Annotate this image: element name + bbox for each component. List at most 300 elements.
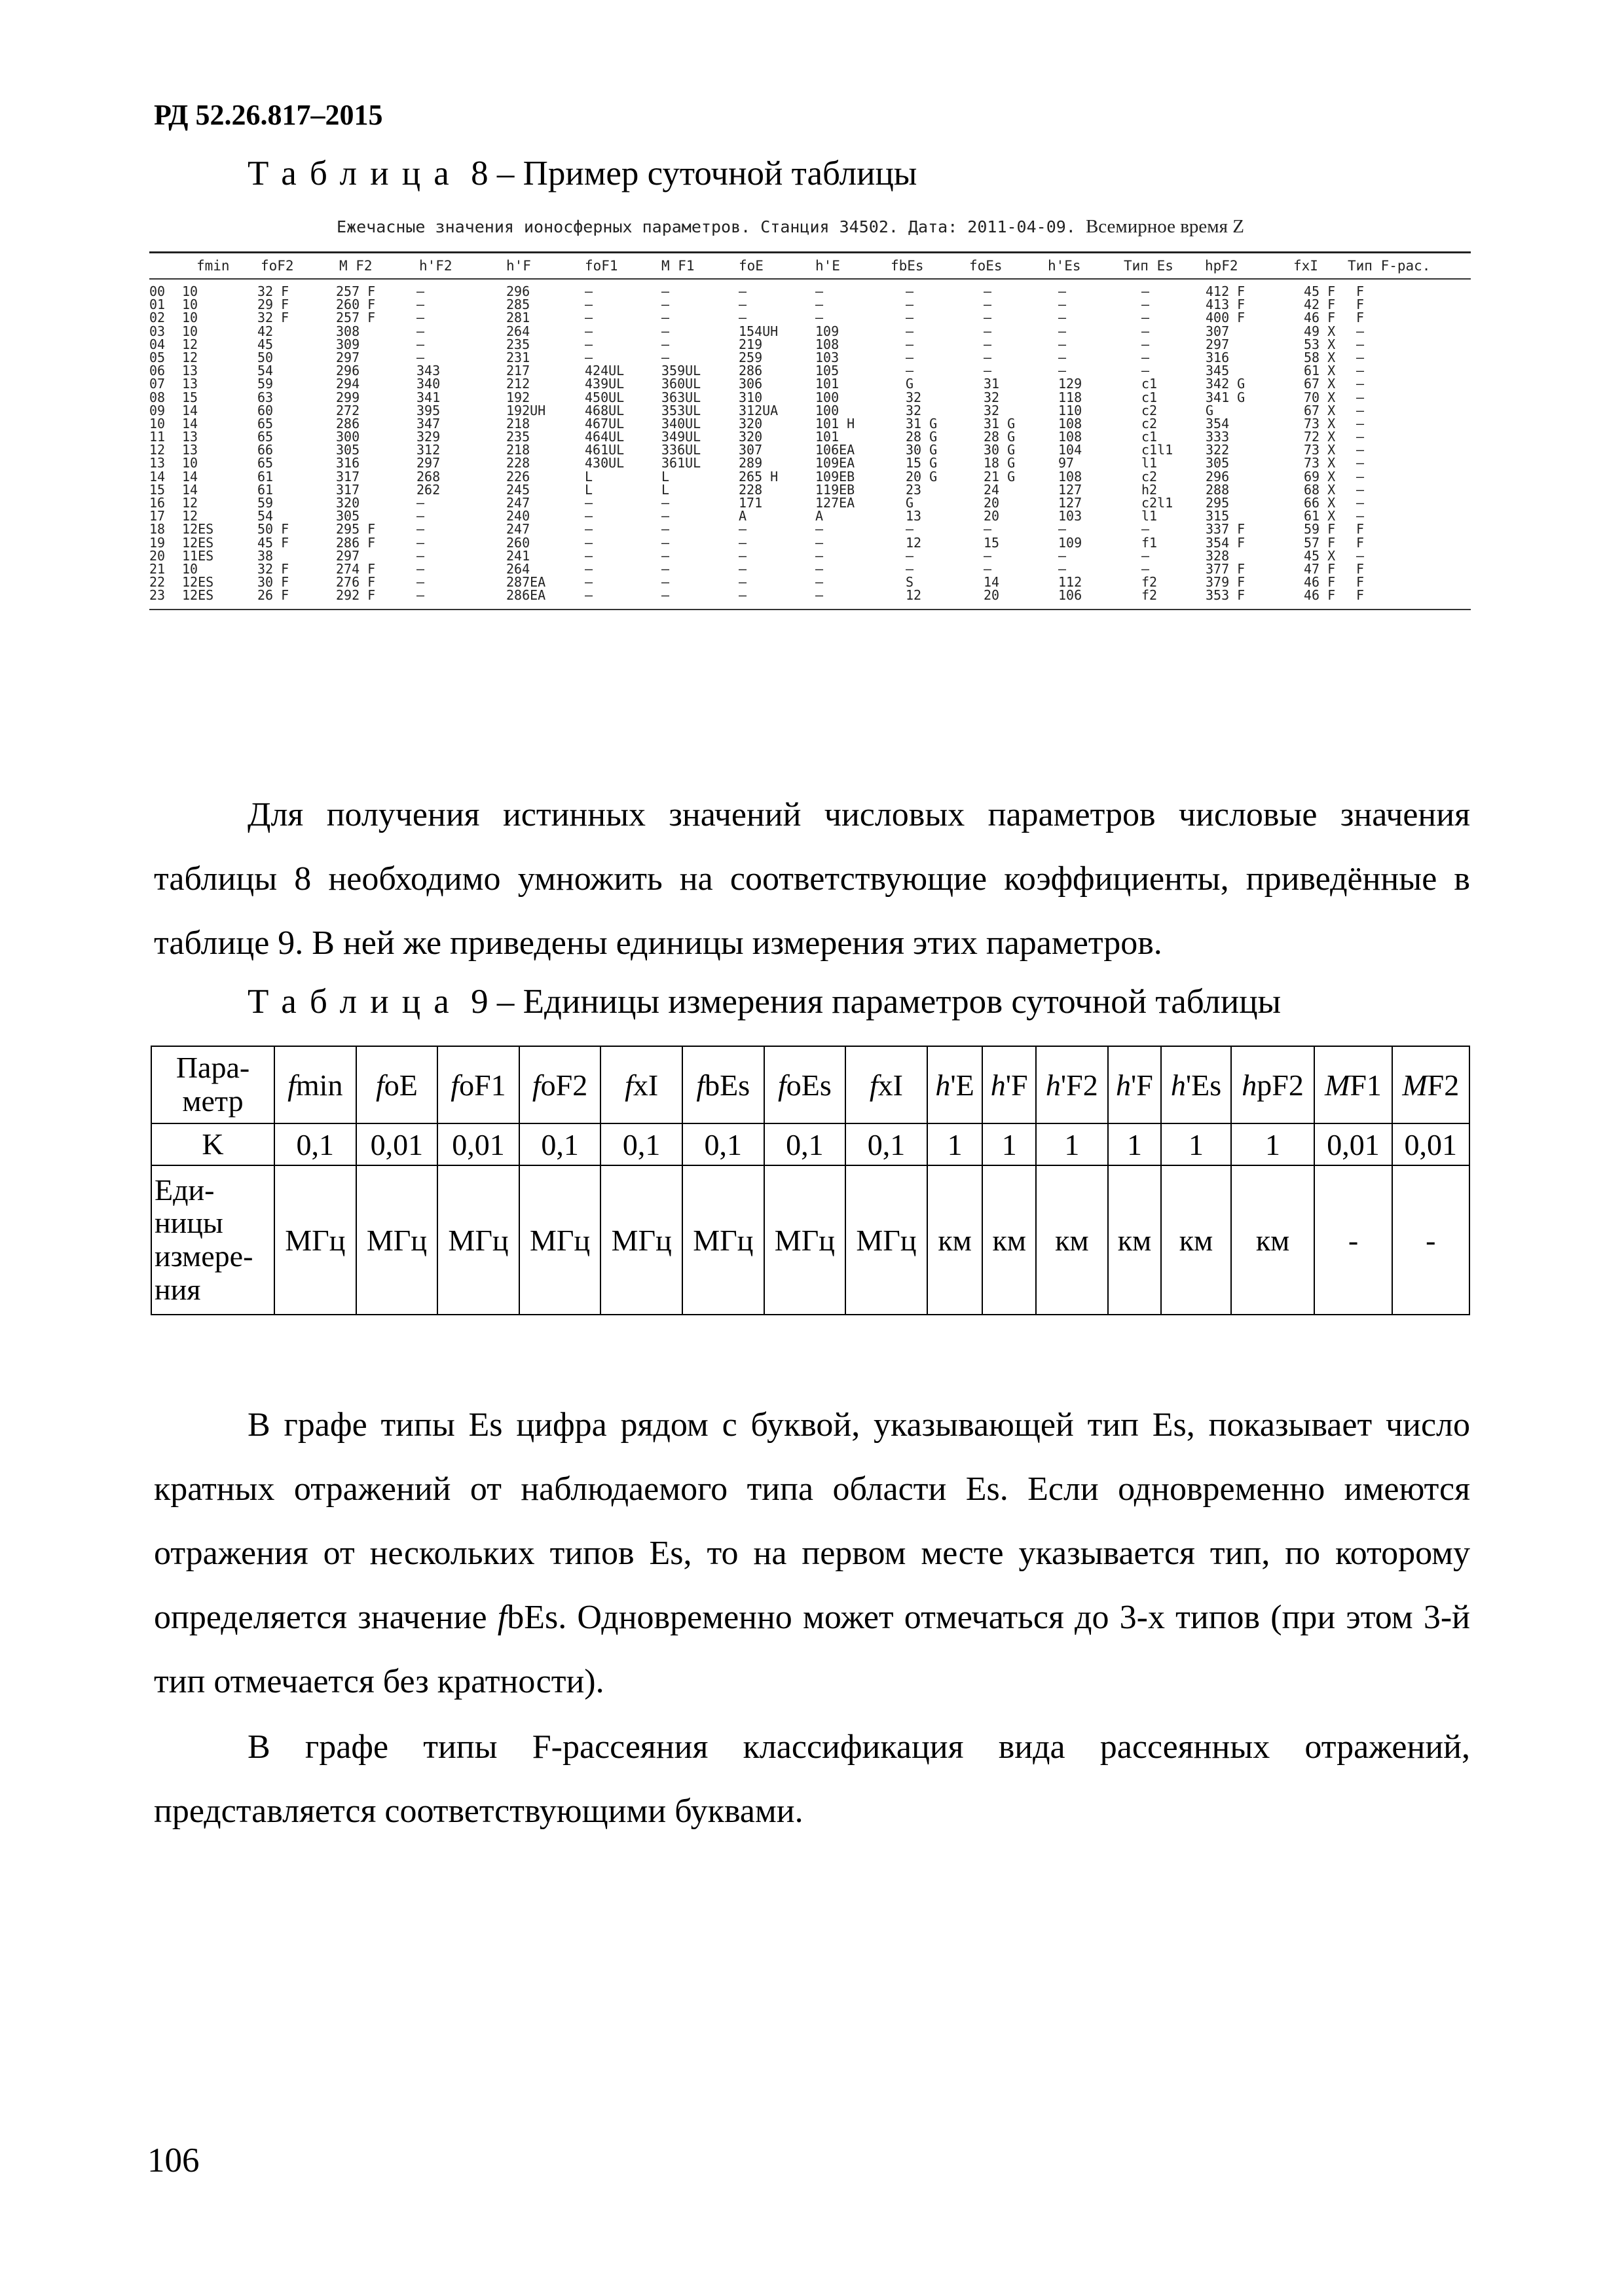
table8-cell: 257 F xyxy=(336,310,376,326)
table8-hour-cell: 12 xyxy=(149,442,166,458)
table8-cell: – xyxy=(1356,495,1365,511)
table9-unit-cell: - xyxy=(1392,1165,1469,1315)
table8-cell: 359UL xyxy=(661,363,701,379)
table8-cell: 10 xyxy=(182,455,198,471)
table9-param-suffix: bEs xyxy=(705,1068,750,1102)
table8-hour-cell: 04 xyxy=(149,336,166,352)
table8-hour-cell: 23 xyxy=(149,587,166,604)
table8-cell: 32 F xyxy=(257,283,289,299)
table9-param-suffix: oF1 xyxy=(459,1068,506,1102)
table8-cell: – xyxy=(1356,429,1365,445)
table8-cell: 103 xyxy=(815,349,840,365)
table9 xyxy=(151,1046,1470,1315)
table8-cell: L xyxy=(585,481,593,498)
table8-cell: 26 F xyxy=(257,587,289,604)
table8-title-prefix: Ежечасные значения ионосферных параметров. Станция 34502. Дата: 2011-04-09. xyxy=(337,217,1076,236)
table9-unit-cell: км xyxy=(1161,1165,1231,1315)
table8-cell: 461UL xyxy=(585,442,625,458)
table8-cell: 347 xyxy=(416,415,441,431)
table8-row xyxy=(149,285,1471,298)
table9-param-header xyxy=(1161,1046,1231,1123)
table8-row xyxy=(149,496,1471,509)
table8-cell: – xyxy=(815,310,824,326)
table8-cell: 310 xyxy=(739,389,763,405)
table8-cell: – xyxy=(661,534,670,551)
table8-cell: – xyxy=(1141,283,1150,299)
table9-param-prefix: f xyxy=(625,1068,633,1102)
table9-param-prefix: f xyxy=(287,1068,296,1102)
table8-cell: 54 xyxy=(257,508,274,524)
table8-cell: 100 xyxy=(815,402,840,418)
table8-cell: – xyxy=(906,547,914,564)
table8-cell: 286EA xyxy=(506,587,546,604)
table8-cell: F xyxy=(1356,283,1365,299)
table9-unit-cell: км xyxy=(982,1165,1036,1315)
table8-row xyxy=(149,417,1471,430)
table8-cell: 289 xyxy=(739,455,763,471)
table8-row xyxy=(149,391,1471,404)
table8-cell: 274 F xyxy=(336,560,376,577)
table8-cell: – xyxy=(1141,521,1150,538)
table8-cell: – xyxy=(984,349,992,365)
table9-param-header xyxy=(437,1046,519,1123)
table8-cell: 10 xyxy=(182,323,198,339)
table8-cell: 308 xyxy=(336,323,360,339)
table8-cell: F xyxy=(1356,534,1365,551)
table9-k-cell: 0,01 xyxy=(437,1123,519,1165)
table9-k-cell: 0,1 xyxy=(682,1123,764,1165)
table8-cell: – xyxy=(585,336,593,352)
table8-cell: 58 X xyxy=(1304,349,1336,365)
table8-cell: 292 F xyxy=(336,587,376,604)
table8-row xyxy=(149,404,1471,417)
table8-cell: – xyxy=(739,587,747,604)
table8-cell: 108 xyxy=(815,336,840,352)
table8-cell: – xyxy=(661,323,670,339)
table9-param-header xyxy=(845,1046,927,1123)
table8-cell: – xyxy=(416,534,425,551)
table8-cell: – xyxy=(416,283,425,299)
table9-param-prefix: h xyxy=(1045,1068,1061,1102)
table9-unit-cell: МГц xyxy=(356,1165,438,1315)
table8-cell: 104 xyxy=(1058,442,1082,458)
table8-cell: 12 xyxy=(182,349,198,365)
table8-cell: f2 xyxy=(1141,574,1158,591)
table8-row xyxy=(149,562,1471,575)
table8-cell: 32 xyxy=(906,402,922,418)
table8-row xyxy=(149,351,1471,364)
table8-cell: 272 xyxy=(336,402,360,418)
table8-cell: 108 xyxy=(1058,468,1082,484)
table8-cell: 245 xyxy=(506,481,530,498)
table9-caption-word: Таблица xyxy=(248,983,462,1021)
table8-cell: F xyxy=(1356,560,1365,577)
table8-cell: 286 F xyxy=(336,534,376,551)
table8-cell: – xyxy=(1356,376,1365,392)
table8-cell: – xyxy=(661,560,670,577)
table8-cell: 50 xyxy=(257,349,274,365)
table8-cell: – xyxy=(984,336,992,352)
table8-cell: 240 xyxy=(506,508,530,524)
table8-cell: 341 xyxy=(416,389,441,405)
table8-cell: 288 xyxy=(1206,481,1230,498)
page-number: 106 xyxy=(147,2141,200,2179)
table8-cell: 14 xyxy=(984,574,1000,591)
table8-cell: 212 xyxy=(506,376,530,392)
table8-row xyxy=(149,509,1471,522)
document-code: РД 52.26.817–2015 xyxy=(154,99,383,131)
table8-cell: 12 xyxy=(182,495,198,511)
table8-cell: 320 xyxy=(739,415,763,431)
table8-cell: 72 X xyxy=(1304,429,1336,445)
table8-cell: – xyxy=(585,587,593,604)
table9-param-suffix: F2 xyxy=(1427,1068,1460,1102)
table8-cell: – xyxy=(1058,521,1067,538)
table8-cell: – xyxy=(1141,560,1150,577)
table8-cell: 247 xyxy=(506,495,530,511)
table8-header-row xyxy=(149,253,1471,278)
table8-cell: 354 xyxy=(1206,415,1230,431)
table8-bottom-rule xyxy=(149,609,1471,610)
table8-cell: 46 F xyxy=(1304,587,1336,604)
table9-param-suffix: xI xyxy=(633,1068,659,1102)
table8-cell: 70 X xyxy=(1304,389,1336,405)
table8-col-header: Тип F-рас. xyxy=(1348,258,1431,274)
table8-cell: 309 xyxy=(336,336,360,352)
table8-cell: 47 F xyxy=(1304,560,1336,577)
table8-cell: 450UL xyxy=(585,389,625,405)
table8-cell: – xyxy=(739,534,747,551)
table8-cell: 30 G xyxy=(984,442,1016,458)
table8-cell: l1 xyxy=(1141,508,1158,524)
table8-col-header: M F2 xyxy=(339,258,373,274)
table8-row xyxy=(149,456,1471,469)
table8-title xyxy=(110,216,1471,247)
table9-param-header xyxy=(519,1046,601,1123)
table9-param-prefix: h xyxy=(1116,1068,1132,1102)
table8-cell: 15 xyxy=(984,534,1000,551)
table8-cell: 467UL xyxy=(585,415,625,431)
table8-row xyxy=(149,430,1471,443)
table8-cell: – xyxy=(984,297,992,313)
table8-col-header: M F1 xyxy=(661,258,695,274)
table8-cell: S xyxy=(906,574,914,591)
table8-cell: 353 F xyxy=(1206,587,1246,604)
table8-cell: 286 xyxy=(336,415,360,431)
table8-cell: 106 xyxy=(1058,587,1082,604)
table8-cell: 342 G xyxy=(1206,376,1246,392)
paragraph-3: В графе типы F-рассеяния классификация вида рассеянных отражений, представляется соответствующими буквами. xyxy=(154,1728,1470,1830)
table8-cell: 109 xyxy=(815,323,840,339)
table8-cell: 322 xyxy=(1206,442,1230,458)
table8-row xyxy=(149,377,1471,390)
table8-cell: 299 xyxy=(336,389,360,405)
table8-cell: c1 xyxy=(1141,376,1158,392)
table8-cell: 296 xyxy=(506,283,530,299)
table8-cell: 317 xyxy=(336,481,360,498)
table8-cell: 13 xyxy=(906,508,922,524)
table8-hour-cell: 01 xyxy=(149,297,166,313)
table8-cell: – xyxy=(984,521,992,538)
table8-cell: 127EA xyxy=(815,495,855,511)
table8-cell: 65 xyxy=(257,455,274,471)
table8-cell: 73 X xyxy=(1304,415,1336,431)
table9-unit-cell: км xyxy=(927,1165,983,1315)
table8-cell: – xyxy=(984,547,992,564)
table8-hour-cell: 21 xyxy=(149,560,166,577)
table9-param-header xyxy=(764,1046,846,1123)
table8-cell: 307 xyxy=(1206,323,1230,339)
table8-cell: 264 xyxy=(506,323,530,339)
table8-cell: 217 xyxy=(506,363,530,379)
table8-cell: 14 xyxy=(182,402,198,418)
table9-param-prefix: h xyxy=(1170,1068,1186,1102)
table9-unit-cell: км xyxy=(1036,1165,1108,1315)
table9-caption xyxy=(248,982,1281,1021)
table8-cell: 13 xyxy=(182,442,198,458)
table8-cell: 264 xyxy=(506,560,530,577)
table8-cell: 296 xyxy=(336,363,360,379)
table8-hour-cell: 02 xyxy=(149,310,166,326)
table8-cell: – xyxy=(416,560,425,577)
table8-row xyxy=(149,536,1471,549)
table9-param-header xyxy=(600,1046,682,1123)
table8-cell: 12ES xyxy=(182,574,214,591)
table8-cell: 13 xyxy=(182,429,198,445)
table8-cell: 30 G xyxy=(906,442,938,458)
table9-unit-cell: МГц xyxy=(437,1165,519,1315)
table8-cell: – xyxy=(585,310,593,326)
table8-cell: 412 F xyxy=(1206,283,1246,299)
table8-cell: 21 G xyxy=(984,468,1016,484)
table9-k-cell: 0,1 xyxy=(845,1123,927,1165)
table8-cell: – xyxy=(1356,481,1365,498)
table8-cell: F xyxy=(1356,297,1365,313)
table8-cell: – xyxy=(416,297,425,313)
table8-cell: – xyxy=(815,547,824,564)
table8-cell: 341 G xyxy=(1206,389,1246,405)
table8-caption xyxy=(248,154,917,193)
table8-cell: – xyxy=(661,508,670,524)
table8-cell: – xyxy=(585,508,593,524)
table8-cell: 361UL xyxy=(661,455,701,471)
table8-cell: 53 X xyxy=(1304,336,1336,352)
table9-param-prefix: f xyxy=(696,1068,705,1102)
table8-hour-cell: 22 xyxy=(149,574,166,591)
table8-caption-text: 8 – Пример суточной таблицы xyxy=(462,155,917,192)
table8-cell: 60 xyxy=(257,402,274,418)
table9-k-cell: 0,01 xyxy=(356,1123,438,1165)
table9-param-prefix: h xyxy=(935,1068,951,1102)
table8-cell: 12 xyxy=(182,336,198,352)
table8-cell: 106EA xyxy=(815,442,855,458)
table8-cell: 379 F xyxy=(1206,574,1246,591)
table8-cell: 340UL xyxy=(661,415,701,431)
table8-hour-cell: 13 xyxy=(149,455,166,471)
table8-cell: 49 X xyxy=(1304,323,1336,339)
table8-cell: 127 xyxy=(1058,481,1082,498)
table8-cell: L xyxy=(661,468,670,484)
table9-param-header xyxy=(274,1046,356,1123)
table8-cell: 109 xyxy=(1058,534,1082,551)
table8-cell: F xyxy=(1356,521,1365,538)
table8-cell: – xyxy=(739,283,747,299)
table9-param-header xyxy=(1392,1046,1469,1123)
table8-row xyxy=(149,364,1471,377)
table8-cell: 349UL xyxy=(661,429,701,445)
table8-cell: – xyxy=(1141,310,1150,326)
table8-cell: – xyxy=(416,587,425,604)
table8-cell: – xyxy=(739,547,747,564)
table9-param-label: Пара-метр xyxy=(151,1046,274,1123)
table8-cell: 42 F xyxy=(1304,297,1336,313)
table8-cell: 424UL xyxy=(585,363,625,379)
table8-cell: 66 xyxy=(257,442,274,458)
table8-cell: 45 F xyxy=(1304,283,1336,299)
table9-param-prefix: h xyxy=(1242,1068,1257,1102)
table8-cell: 247 xyxy=(506,521,530,538)
table8-cell: – xyxy=(1058,349,1067,365)
table8-cell: F xyxy=(1356,310,1365,326)
table9-param-suffix: xI xyxy=(877,1068,903,1102)
table8-cell: 45 xyxy=(257,336,274,352)
table8-cell: 336UL xyxy=(661,442,701,458)
table8-cell: – xyxy=(585,574,593,591)
table9-unit-cell: км xyxy=(1108,1165,1162,1315)
table8-cell: 14 xyxy=(182,468,198,484)
table8-col-header: foEs xyxy=(969,258,1003,274)
table8-cell: 231 xyxy=(506,349,530,365)
table8-cell: 46 F xyxy=(1304,574,1336,591)
table8-cell: 65 xyxy=(257,415,274,431)
table8-cell: 12ES xyxy=(182,587,214,604)
table8-cell: 20 xyxy=(984,495,1000,511)
table8-cell: – xyxy=(1058,323,1067,339)
table8-hour-cell: 20 xyxy=(149,547,166,564)
table9-param-suffix: oE xyxy=(384,1068,418,1102)
table8-hour-cell: 10 xyxy=(149,415,166,431)
table8-cell: – xyxy=(1141,547,1150,564)
table8-cell: 110 xyxy=(1058,402,1082,418)
table8-cell: – xyxy=(815,534,824,551)
table8-cell: 28 G xyxy=(906,429,938,445)
table8-cell: 10 xyxy=(182,560,198,577)
table8-row xyxy=(149,311,1471,324)
table8-cell: – xyxy=(416,547,425,564)
table8-cell: – xyxy=(416,508,425,524)
table8-cell: – xyxy=(1356,415,1365,431)
table8-cell: 295 xyxy=(1206,495,1230,511)
table9-k-cell: 0,1 xyxy=(764,1123,846,1165)
table8-cell: 286 xyxy=(739,363,763,379)
table8-cell: 12 xyxy=(906,587,922,604)
table8-cell: 12 xyxy=(182,508,198,524)
table8-cell: – xyxy=(1058,283,1067,299)
table9-param-header xyxy=(1231,1046,1315,1123)
table9-param-header xyxy=(1314,1046,1392,1123)
table8-cell: – xyxy=(585,495,593,511)
paragraph-2 xyxy=(154,1393,1470,1714)
table8-cell: 260 xyxy=(506,534,530,551)
table8-col-header: h'Es xyxy=(1048,258,1081,274)
table8-cell: – xyxy=(739,521,747,538)
table9-param-prefix: f xyxy=(375,1068,384,1102)
table8-hour-cell: 11 xyxy=(149,429,166,445)
table8-cell: f1 xyxy=(1141,534,1158,551)
table8-col-header: hpF2 xyxy=(1205,258,1238,274)
table9-k-cell: 1 xyxy=(1108,1123,1162,1165)
table8-cell: – xyxy=(984,323,992,339)
table9-param-header xyxy=(982,1046,1036,1123)
table9-k-cell: 0,1 xyxy=(600,1123,682,1165)
table8-cell: 218 xyxy=(506,442,530,458)
table8-cell: – xyxy=(1356,402,1365,418)
table8-cell: 320 xyxy=(336,495,360,511)
table8-hour-cell: 14 xyxy=(149,468,166,484)
table8-cell: – xyxy=(661,283,670,299)
table8-row xyxy=(149,522,1471,536)
table8-cell: 226 xyxy=(506,468,530,484)
table8-cell: 268 xyxy=(416,468,441,484)
table8-cell: 192UH xyxy=(506,402,546,418)
table8-col-header: Тип Es xyxy=(1124,258,1173,274)
table8-cell: – xyxy=(1356,323,1365,339)
table8-cell: 45 X xyxy=(1304,547,1336,564)
table8-cell: c2l1 xyxy=(1141,495,1173,511)
table8-cell: 228 xyxy=(506,455,530,471)
table9-param-suffix: 'F2 xyxy=(1060,1068,1098,1102)
table9-k-cell: 0,01 xyxy=(1314,1123,1392,1165)
table8-cell: 295 F xyxy=(336,521,376,538)
table8-cell: 32 xyxy=(984,402,1000,418)
table8-cell: 192 xyxy=(506,389,530,405)
table8-cell: – xyxy=(906,363,914,379)
table8-cell: – xyxy=(1356,363,1365,379)
table8-cell: 50 F xyxy=(257,521,289,538)
table8-cell: – xyxy=(416,521,425,538)
table8-cell: 300 xyxy=(336,429,360,445)
table9-param-prefix: h xyxy=(990,1068,1006,1102)
table8-cell: 297 xyxy=(336,349,360,365)
table8-cell: – xyxy=(585,547,593,564)
table8-col-header: fxI xyxy=(1293,258,1318,274)
table8-cell: 67 X xyxy=(1304,402,1336,418)
table9-param-prefix: f xyxy=(869,1068,878,1102)
table9-unit-cell: МГц xyxy=(600,1165,682,1315)
table8-cell: 363UL xyxy=(661,389,701,405)
table8-cell: 20 xyxy=(984,587,1000,604)
table8-cell: 32 xyxy=(906,389,922,405)
table8-cell: G xyxy=(1206,402,1214,418)
table8-cell: l1 xyxy=(1141,455,1158,471)
table8-cell: 297 xyxy=(1206,336,1230,352)
table9-param-suffix: 'Es xyxy=(1185,1068,1222,1102)
table9-unit-cell: МГц xyxy=(274,1165,356,1315)
table9-k-row xyxy=(151,1123,1469,1165)
table8-cell: 315 xyxy=(1206,508,1230,524)
table8-cell: – xyxy=(661,297,670,313)
table8-cell: – xyxy=(1058,297,1067,313)
table8-cell: – xyxy=(1058,560,1067,577)
table8-cell: 59 F xyxy=(1304,521,1336,538)
table8-row xyxy=(149,483,1471,496)
table8-hour-cell: 17 xyxy=(149,508,166,524)
table8-cell: – xyxy=(906,297,914,313)
table8-cell: – xyxy=(906,349,914,365)
table8-cell: 11ES xyxy=(182,547,214,564)
table8-cell: 105 xyxy=(815,363,840,379)
table8-cell: 59 xyxy=(257,495,274,511)
